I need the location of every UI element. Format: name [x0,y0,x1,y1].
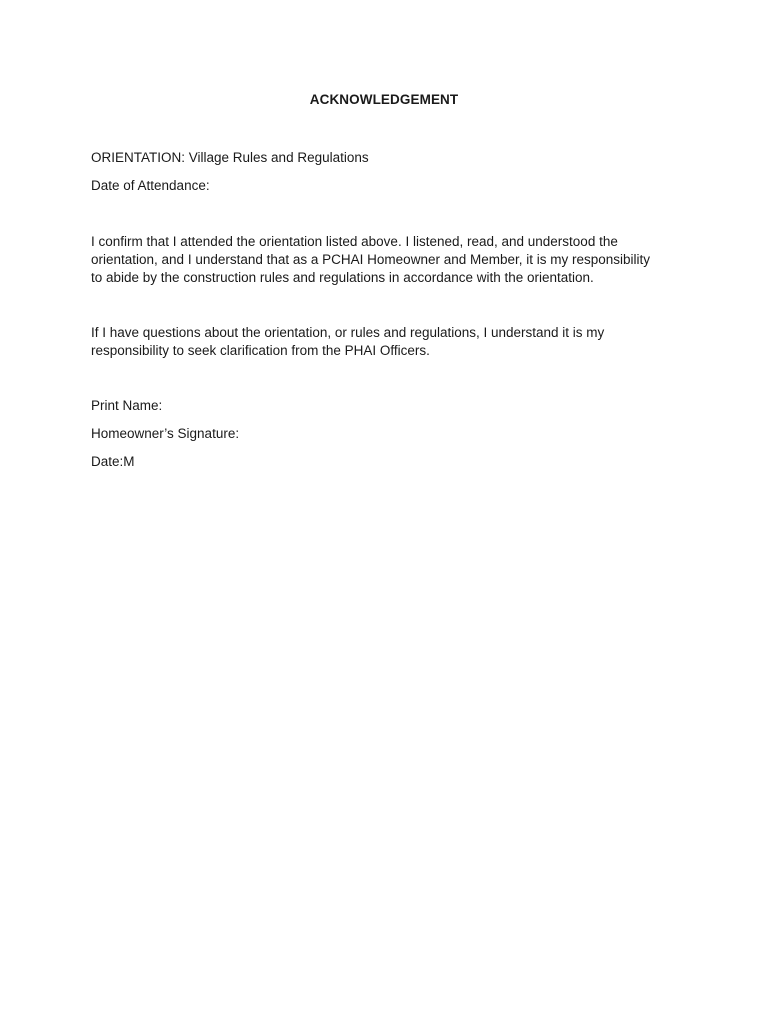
print-name-label: Print Name: [91,398,163,413]
questions-paragraph [91,324,691,360]
paragraph-line: responsibility to seek clarification from the PHAI Officers. [91,343,430,358]
date-label: Date:M [91,454,135,469]
document-title: ACKNOWLEDGEMENT [309,92,459,107]
signature-label: Homeowner’s Signature: [91,426,240,441]
paragraph-line: I confirm that I attended the orientation listed above. I listened, read, and understood the [91,234,618,249]
confirmation-paragraph [91,233,691,287]
date-of-attendance-line: Date of Attendance: [91,178,210,193]
paragraph-line: If I have questions about the orientation, or rules and regulations, I understand it is my [91,325,605,340]
orientation-line: ORIENTATION: Village Rules and Regulations [91,150,369,165]
paragraph-line: to abide by the construction rules and regulations in accordance with the orientation. [91,270,594,285]
paragraph-line: orientation, and I understand that as a PCHAI Homeowner and Member, it is my responsibility [91,252,651,267]
